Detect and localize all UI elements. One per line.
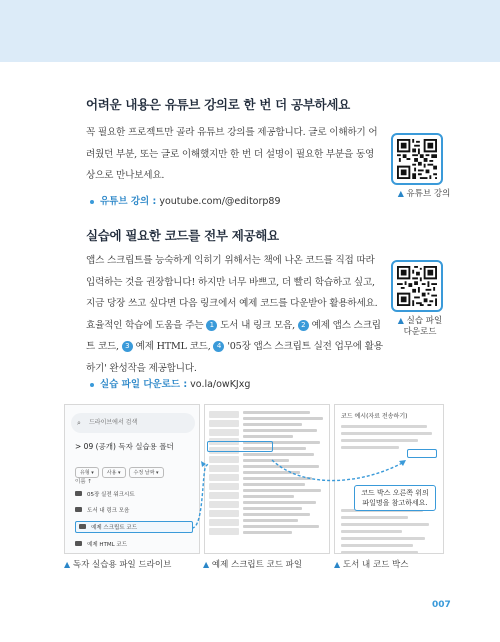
arrow-script-to-book — [272, 460, 404, 481]
section-heading-youtube: 어려운 내용은 유튜브 강의로 한 번 더 공부하세요 — [86, 97, 350, 112]
number-badge-3: 3 — [122, 341, 133, 352]
youtube-qr-caption — [394, 188, 454, 200]
callout-line1: 코드 박스 오른쪽 위의 — [361, 489, 429, 497]
number-badge-1: 1 — [206, 320, 217, 331]
bullet-dot — [90, 383, 94, 387]
download-qr-caption-line2: 다운로드 — [403, 327, 437, 337]
code-item-1: 도서 내 링크 모음, — [220, 319, 295, 331]
arrowhead-icon — [399, 460, 406, 466]
code-item-3: 예제 HTML 코드, — [135, 341, 211, 352]
drive-sort-label[interactable]: 이름 ↑ — [75, 479, 92, 485]
figure-caption-1-text: 독자 실습용 파일 드라이브 — [72, 560, 172, 570]
search-icon: ⌕ — [77, 419, 81, 427]
figure-caption-2 — [203, 558, 302, 570]
youtube-link-bullet — [90, 193, 281, 207]
filter-chip-date[interactable]: 수정 날짜 ▾ — [129, 467, 164, 478]
page-number: 007 — [432, 600, 451, 610]
bullet-dot — [90, 200, 94, 204]
download-qr-caption — [392, 315, 448, 338]
youtube-paragraph: 꼭 필요한 프로젝트만 골라 유튜브 강의를 제공합니다. 글로 이해하기 어려웠던 부분, 또는 글로 이해했지만 한 번 더 설명이 필요한 부분을 동영상으로 만나보세요. — [86, 127, 378, 181]
download-link-label: 실습 파일 다운로드 : — [100, 379, 188, 390]
drive-folder-title: > 09 (공개) 독자 실습용 폴더 — [75, 442, 174, 451]
triangle-icon: ▲ — [203, 560, 210, 569]
triangle-icon: ▲ — [397, 316, 404, 325]
connector-arrows — [64, 404, 444, 554]
download-qr-code[interactable] — [391, 260, 443, 312]
drive-file-name: 예제 HTML 코드 — [87, 542, 128, 548]
code-item-2: 예제 앱스 스크립트 코드, — [86, 319, 381, 352]
triangle-icon: ▲ — [334, 560, 341, 569]
number-badge-2: 2 — [298, 320, 309, 331]
figure-caption-3-text: 도서 내 코드 박스 — [342, 560, 409, 570]
drive-file-name: 도서 내 링크 모음 — [87, 508, 130, 514]
download-link-url[interactable]: vo.la/owKJxg — [190, 379, 251, 390]
triangle-icon: ▲ — [64, 560, 71, 569]
drive-file-name: 예제 스크립트 코드 — [91, 525, 138, 531]
filter-chip-type[interactable]: 유형 ▾ — [75, 467, 99, 478]
arrow-drive-to-script — [192, 464, 208, 528]
code-paragraph — [86, 250, 386, 379]
number-badge-4: 4 — [213, 341, 224, 352]
youtube-qr-code[interactable] — [391, 133, 443, 185]
section-heading-code: 실습에 필요한 코드를 전부 제공해요 — [86, 228, 279, 243]
figure-caption-3 — [334, 558, 408, 570]
qr-code-icon — [397, 266, 437, 306]
filter-chip-people[interactable]: 사용 ▾ — [102, 467, 126, 478]
youtube-link-url[interactable]: youtube.com/@editorp89 — [159, 196, 281, 207]
youtube-link-label: 유튜브 강의 : — [100, 196, 157, 207]
arrowhead-icon — [201, 461, 206, 467]
triangle-icon: ▲ — [397, 189, 404, 198]
download-link-bullet — [90, 376, 250, 390]
drive-file-name: 05장 실전 워크시트 — [87, 492, 135, 498]
download-qr-caption-line1: 실습 파일 — [406, 316, 443, 326]
qr-code-icon — [397, 139, 437, 179]
figure-caption-1 — [64, 558, 171, 570]
header-band — [0, 0, 500, 62]
callout-line2: 파일명을 참고하세요. — [362, 499, 428, 507]
code-item-4: '05장 앱스 스크립트 실전 업무에 활용하기' 완성작을 제공합니다. — [86, 341, 383, 374]
drive-search-placeholder: 드라이브에서 검색 — [89, 419, 138, 426]
youtube-qr-caption-text: 유튜브 강의 — [406, 189, 451, 199]
book-code-title: 코드 예시(자료 전송하기) — [341, 413, 408, 420]
figure-caption-2-text: 예제 스크립트 코드 파일 — [211, 560, 303, 570]
code-paragraph-intro: 앱스 스크립트를 능숙하게 익히기 위해서는 책에 나온 코드를 직접 따라 입력하는 것을 권장합니다! 하지만 너무 바쁘고, 더 빨리 학습하고 싶고, 지금 당장 쓰고 싶다면 다음 링크에서 예제 코드를 다운받아 활용하세요. 효율적인 학습에 도움을 주는 — [86, 255, 378, 331]
